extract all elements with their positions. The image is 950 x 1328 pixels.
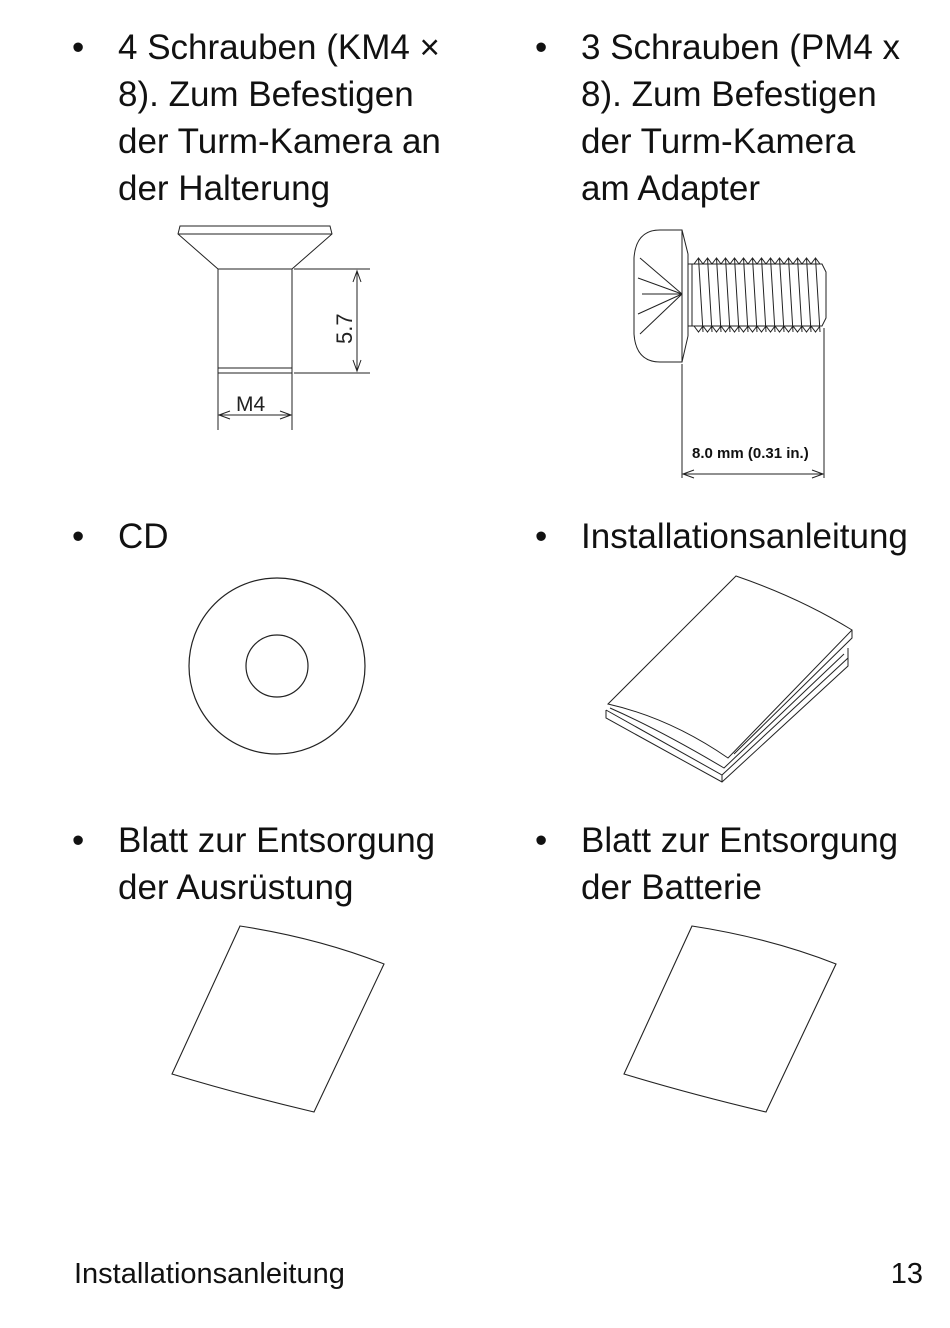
booklet-drawing (600, 570, 860, 795)
bullet: • (72, 821, 85, 860)
cd-disc-drawing (186, 575, 368, 757)
countersunk-screw-drawing (170, 222, 380, 437)
bullet: • (535, 28, 548, 67)
item-text (581, 817, 898, 911)
pan-head-screw-drawing (630, 228, 840, 480)
item-text-line: 8). Zum Befestigen (118, 75, 414, 114)
item-text (118, 513, 169, 560)
sheet-drawing (620, 924, 842, 1116)
bullet: • (72, 517, 85, 556)
item-text-line: 8). Zum Befestigen (581, 75, 877, 114)
item-text-line: Blatt zur Entsorgung (118, 821, 436, 860)
item-text-line: Blatt zur Entsorgung (581, 821, 899, 860)
item-text-line: der Turm-Kamera (581, 122, 856, 161)
sheet-drawing (168, 924, 390, 1116)
footer-title: Installationsanleitung (74, 1258, 345, 1290)
bullet: • (535, 821, 548, 860)
diameter-dimension-label: M4 (236, 393, 266, 416)
length-dimension-label: 5.7 (332, 313, 357, 344)
item-text-line: der Batterie (581, 868, 762, 907)
page-number: 13 (890, 1258, 923, 1290)
item-text (118, 817, 435, 911)
item-text-line: 4 Schrauben (KM4 × (118, 28, 440, 67)
item-text (581, 24, 900, 212)
item-text (581, 513, 908, 560)
bullet: • (72, 28, 85, 67)
item-text-line: der Turm-Kamera an (118, 122, 441, 161)
bullet: • (535, 517, 548, 556)
item-text-line: der Halterung (118, 169, 331, 208)
length-dimension-label: 8.0 mm (0.31 in.) (692, 445, 809, 462)
item-text-line: CD (118, 517, 169, 556)
item-text-line: der Ausrüstung (118, 868, 354, 907)
item-text-line: Installationsanleitung (581, 517, 908, 556)
item-text-line: 3 Schrauben (PM4 x (581, 28, 901, 67)
item-text (118, 24, 441, 212)
item-text-line: am Adapter (581, 169, 760, 208)
